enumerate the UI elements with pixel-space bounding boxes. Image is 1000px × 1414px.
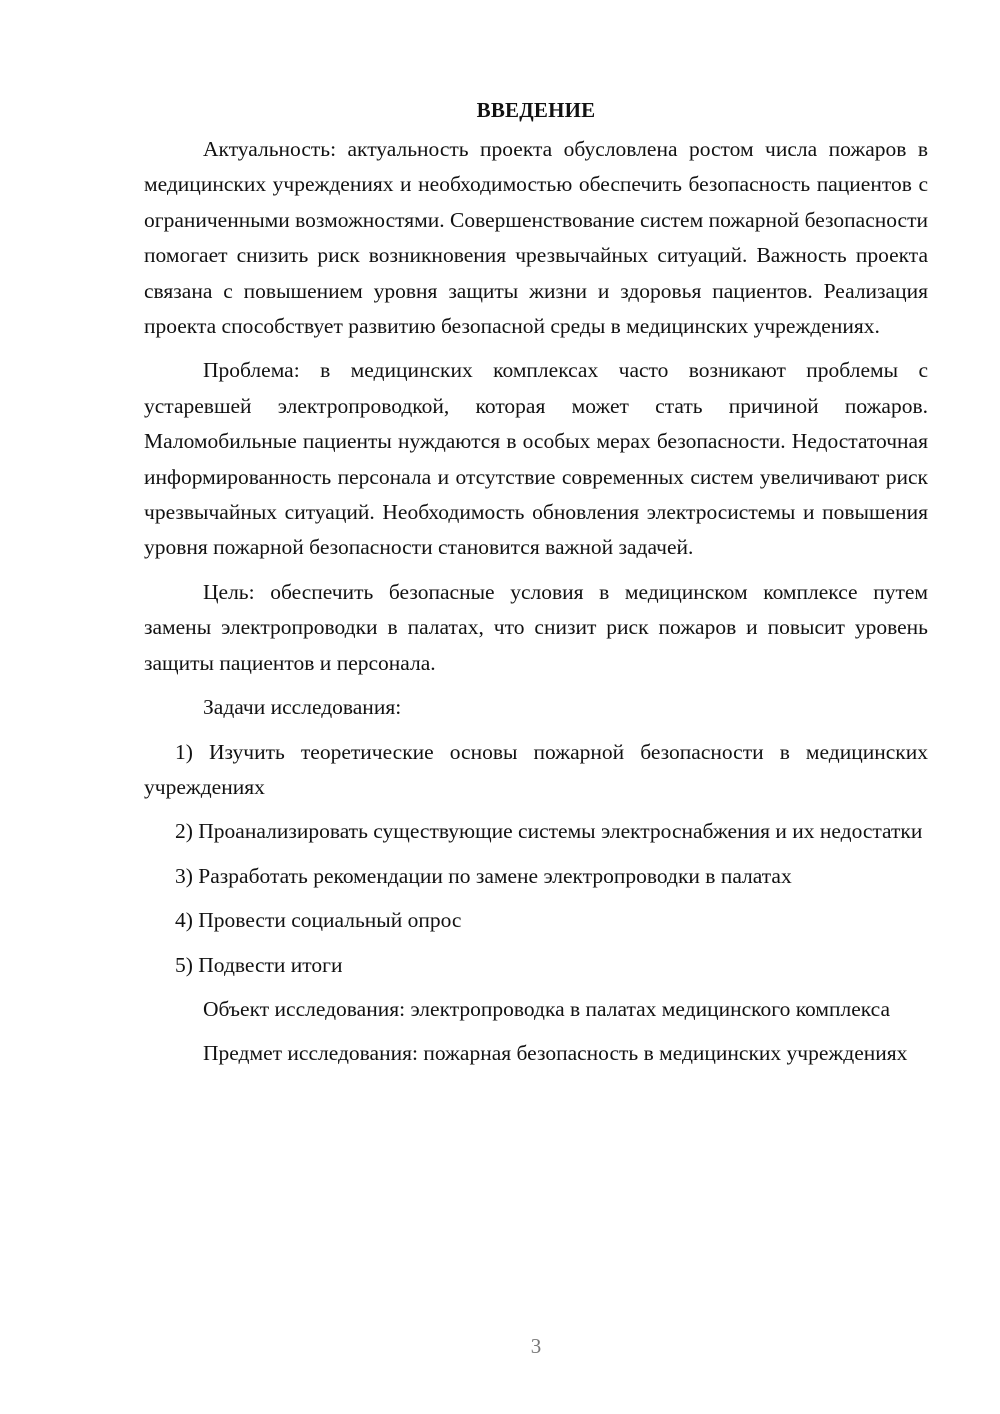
page-number: 3 [530,1334,542,1358]
task-item-1: 1) Изучить теоретические основы пожарной безопасности в медицинских учреждениях [144,739,928,799]
section-heading: ВВЕДЕНИЕ [476,98,596,122]
tasks-heading: Задачи исследования: [203,695,402,720]
task-item-3: 3) Разработать рекомендации по замене электропроводки в палатах [175,863,792,888]
subject-paragraph: Предмет исследования: пожарная безопасность в медицинских учреждениях [203,1041,908,1066]
task-item-2: 2) Проанализировать существующие системы электроснабжения и их недостатки [175,819,923,844]
object-paragraph: Объект исследования: электропроводка в палатах медицинского комплекса [203,996,891,1021]
problem-paragraph: Проблема: в медицинских комплексах часто возникают проблемы с устаревшей электропроводкой, которая может стать причиной пожаров. Маломобильные пациенты нуждаются в особых мерах безопасности. Недостаточная информированность персонала и отсутствие современных систем увеличивают риск чрезвычайных ситуаций. Необходимость обновления электросистемы и повышения уровня пожарной безопасности становится важной задачей. [144,358,928,560]
page-content [144,92,928,1081]
relevance-paragraph: Актуальность: актуальность проекта обусловлена ростом числа пожаров в медицинских учреждениях и необходимостью обеспечить безопасность пациентов с ограниченными возможностями. Совершенствование систем пожарной безопасности помогает снизить риск возникновения чрезвычайных ситуаций. Важность проекта связана с повышением уровня защиты жизни и здоровья пациентов. Реализация проекта способствует развитию безопасной среды в медицинских учреждениях. [144,137,928,339]
task-item-4: 4) Провести социальный опрос [175,908,462,933]
goal-paragraph: Цель: обеспечить безопасные условия в медицинском комплексе путем замены электропроводки в палатах, что снизит риск пожаров и повысит уровень защиты пациентов и персонала. [144,579,928,675]
task-item-5: 5) Подвести итоги [175,952,343,977]
